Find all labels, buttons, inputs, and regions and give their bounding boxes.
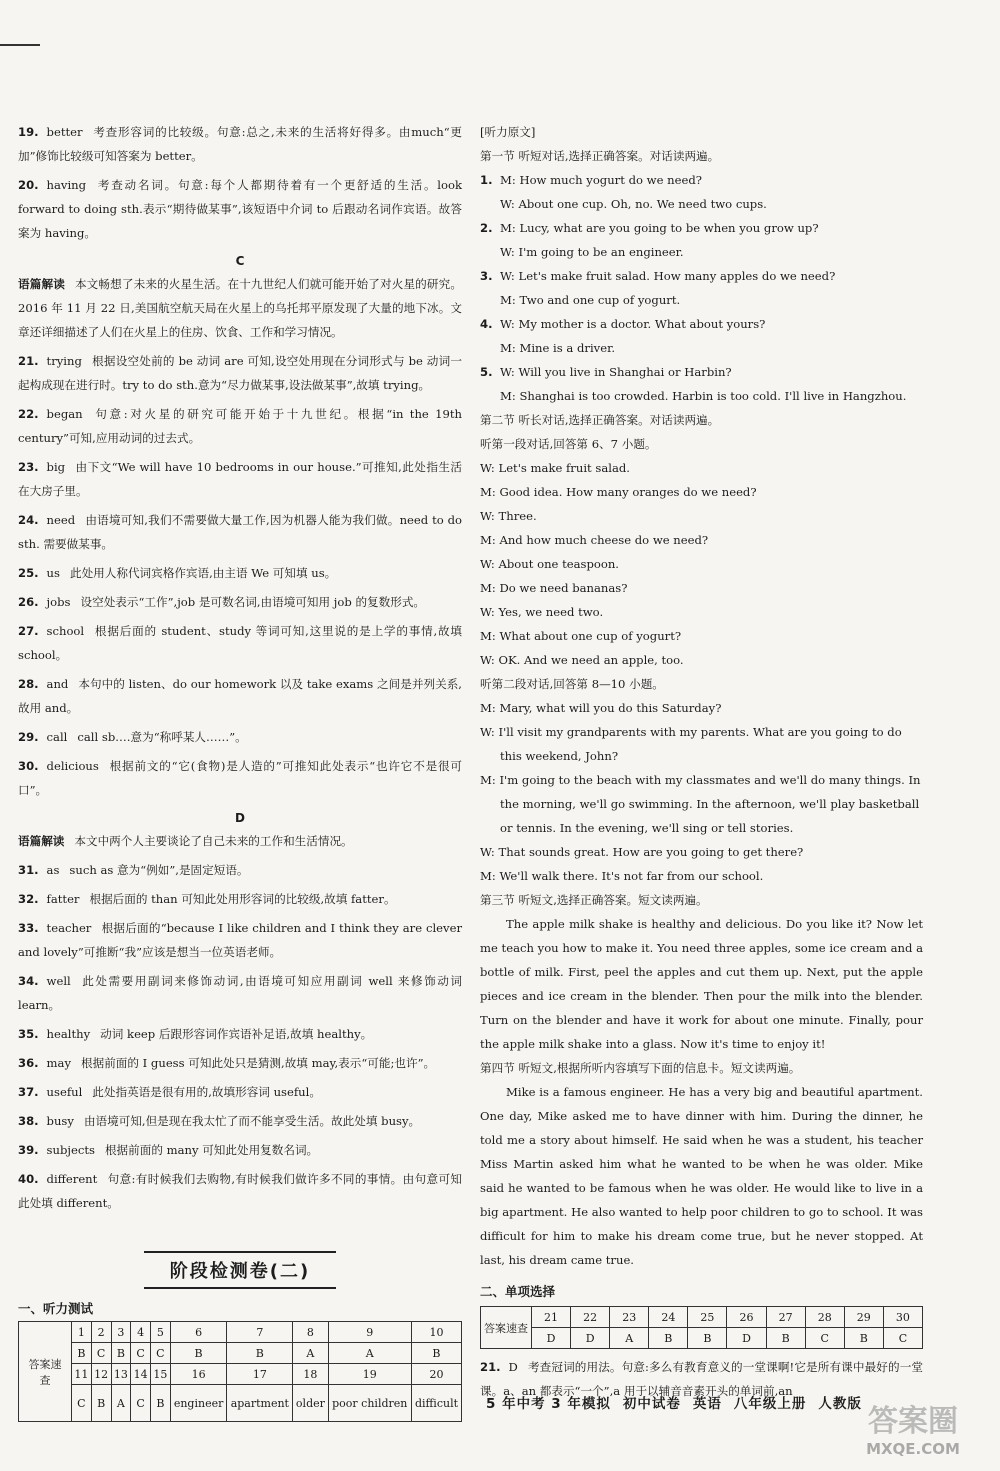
dialogue-text: M: How much yogurt do we need? <box>500 173 702 187</box>
section2-title: 第二节 听长对话,选择正确答案。对话读两遍。 <box>480 413 720 427</box>
table-cell: 17 <box>227 1364 293 1385</box>
dialogue-text: M: Mine is a driver. <box>500 341 616 355</box>
table-cell: 13 <box>111 1364 131 1385</box>
dialogue-text: W: Will you live in Shanghai or Harbin? <box>500 365 732 379</box>
answer-explanation: 根据后面的 than 可知此处用形容词的比较级,故填 fatter。 <box>89 892 396 906</box>
table-cell: A <box>293 1343 328 1364</box>
dialogue-line <box>480 288 923 312</box>
answer-number: 28. <box>18 677 39 691</box>
stage-test-heading <box>18 1251 462 1289</box>
dialogue-line: M: We'll walk there. It's not far from our school. <box>480 869 764 883</box>
answer-number: 26. <box>18 595 39 609</box>
table-cell: 6 <box>170 1322 227 1343</box>
table-cell: 7 <box>227 1322 293 1343</box>
dialogue-line <box>480 336 923 360</box>
dialogue-text: M: Lucy, what are you going to be when you grow up? <box>500 221 819 235</box>
answer-number: 27. <box>18 624 39 638</box>
table-cell: 19 <box>328 1364 411 1385</box>
answer-number: 33. <box>18 921 39 935</box>
answer-word: trying <box>46 354 82 368</box>
table-cell: D <box>727 1328 766 1349</box>
answer-word: big <box>46 460 66 474</box>
dialogue-line: M: I'm going to the beach with my classmates and we'll do many things. In the morning, we'll go swimming. In the afternoon, we'll play basketball or tennis. In the evening, we'll sing or tell stories. <box>480 773 921 835</box>
passage-d-summary: 语篇解读 本文中两个人主要谈论了自己未来的工作和生活情况。 <box>18 834 353 848</box>
table-cell: B <box>411 1343 461 1364</box>
dialogue-line <box>480 264 923 288</box>
table-cell: 23 <box>610 1307 649 1328</box>
dialogue-text: M: Two and one cup of yogurt. <box>500 293 681 307</box>
table-cell: 5 <box>151 1322 171 1343</box>
passage-c-summary: 语篇解读 本文畅想了未来的火星生活。在十九世纪人们就可能开始了对火星的研究。2016 年 11 月 22 日,美国航空航天局在火星上的乌托邦平原发现了大量的地下冰。文章还详细描述了人们在火星上的住房、饮食、工作和学习情况。 <box>18 277 462 339</box>
section-c-title: C <box>235 254 245 268</box>
answer-explanation: such as 意为“例如”,是固定短语。 <box>69 863 249 877</box>
table-cell: 20 <box>411 1364 461 1385</box>
footer-item: 初中试卷 <box>622 1396 681 1412</box>
table-cell: 24 <box>649 1307 688 1328</box>
answer-explanation: 考查动名词。句意:每个人都期待着有一个更舒适的生活。look forward to doing sth.表示“期待做某事”,该短语中介词 to 后跟动名词作宾语。故答案为 having。 <box>18 178 462 240</box>
answer-item <box>18 858 462 882</box>
answer-explanation: call sb.…意为“称呼某人……”。 <box>77 730 247 744</box>
dialogue-text: M: Shanghai is too crowded. Harbin is too cold. I'll live in Hangzhou. <box>500 389 907 403</box>
answer-word: as <box>46 863 60 877</box>
answer-number: 40. <box>18 1172 39 1186</box>
table-cell: C <box>151 1343 171 1364</box>
table-cell: A <box>111 1385 131 1422</box>
dialogue-number: 3. <box>480 269 493 283</box>
table-cell: B <box>766 1328 805 1349</box>
answer-explanation: 根据前面的 I guess 可知此处只是猜测,故填 may,表示“可能;也许”。 <box>81 1056 436 1070</box>
answers-c <box>18 349 462 802</box>
table-cell: 3 <box>111 1322 131 1343</box>
footer-item: 英语 <box>692 1396 722 1412</box>
table-cell: 14 <box>131 1364 151 1385</box>
answer-number: 38. <box>18 1114 39 1128</box>
answer-word: delicious <box>46 759 99 773</box>
dialogue-line <box>480 168 923 192</box>
answer-number: 36. <box>18 1056 39 1070</box>
answer-word: healthy <box>46 1027 91 1041</box>
table-cell: 26 <box>727 1307 766 1328</box>
answer-number: 19. <box>18 125 39 139</box>
part1-title: 一、听力测试 <box>18 1301 94 1316</box>
answer-word: teacher <box>46 921 92 935</box>
dialogue-line: W: About one teaspoon. <box>480 557 619 571</box>
dialogue-line <box>480 240 923 264</box>
answer-item <box>18 349 462 397</box>
answer-number: 39. <box>18 1143 39 1157</box>
section4-passage: Mike is a famous engineer. He has a very big and beautiful apartment. One day, Mike asked me to have dinner with him. During the dinner, he told me a story about himself. He said when he was a student, his teacher Miss Martin asked him what he wanted to be when he was older. Mike said he wanted to be famous when he was older. He would like to live in a big apartment. He also wanted to help poor children to go to school. It was difficult for him to make his dream come true, but he never stopped. At last, his dream came true. <box>480 1085 923 1267</box>
dialogue-line: W: OK. And we need an apple, too. <box>480 653 684 667</box>
table-cell: B <box>111 1343 131 1364</box>
answer-item <box>18 887 462 911</box>
answers-b-end <box>18 120 462 245</box>
answer-word: useful <box>46 1085 83 1099</box>
table-cell: C <box>131 1343 151 1364</box>
table-cell: A <box>328 1343 411 1364</box>
table-cell: B <box>844 1328 883 1349</box>
dialogue-line <box>480 192 923 216</box>
table-cell: 21 <box>532 1307 571 1328</box>
table-label: 答案速查 <box>481 1307 532 1349</box>
section2-dialogue1 <box>480 456 923 672</box>
answer-item <box>18 725 462 749</box>
answer-explanation: 此处需要用副词来修饰动词,由语境可知应用副词 well 来修饰动词 learn。 <box>18 974 462 1012</box>
answer-explanation: 动词 keep 后跟形容词作宾语补足语,故填 healthy。 <box>100 1027 373 1041</box>
answer-word: better <box>46 125 83 139</box>
answer-word: jobs <box>46 595 71 609</box>
answer-item <box>18 1138 462 1162</box>
answer-number: 37. <box>18 1085 39 1099</box>
top-rule <box>0 44 40 46</box>
table-cell: C <box>131 1385 151 1422</box>
table-cell: 10 <box>411 1322 461 1343</box>
table-cell: B <box>151 1385 171 1422</box>
table-cell: 28 <box>805 1307 844 1328</box>
answer-item <box>18 672 462 720</box>
table-cell: C <box>805 1328 844 1349</box>
table-cell: B <box>91 1385 111 1422</box>
right-column <box>480 120 923 1408</box>
answer-explanation: 句意:对火星的研究可能开始于十九世纪。根据“in the 19th century”可知,应用动词的过去式。 <box>18 407 462 445</box>
answer-item <box>18 1051 462 1075</box>
answer-item <box>18 1022 462 1046</box>
transcript-header: [听力原文] <box>480 125 536 139</box>
answer-word: us <box>46 566 60 580</box>
answer-item <box>18 173 462 245</box>
table-cell: poor children <box>328 1385 411 1422</box>
answer-explanation: 句意:有时候我们去购物,有时候我们做许多不同的事情。由句意可知此处填 different。 <box>18 1172 462 1210</box>
table-cell: A <box>610 1328 649 1349</box>
answer-word: school <box>46 624 85 638</box>
answer-number: 22. <box>18 407 39 421</box>
dialogue-line: W: That sounds great. How are you going to get there? <box>480 845 804 859</box>
table-cell: D <box>532 1328 571 1349</box>
dialogue-line: W: Yes, we need two. <box>480 605 604 619</box>
yupian-label: 语篇解读 <box>18 277 65 291</box>
table-cell: 9 <box>328 1322 411 1343</box>
dialogue-number: 5. <box>480 365 493 379</box>
table-cell: C <box>883 1328 922 1349</box>
answer-number: 20. <box>18 178 39 192</box>
table-cell: B <box>688 1328 727 1349</box>
table-cell: older <box>293 1385 328 1422</box>
section1-dialogues <box>480 168 923 408</box>
answer-explanation: 此处用人称代词宾格作宾语,由主语 We 可知填 us。 <box>69 566 337 580</box>
page-footer <box>486 1392 874 1412</box>
answer-explanation: 由语境可知,但是现在我太忙了而不能享受生活。故此处填 busy。 <box>83 1114 421 1128</box>
answer-item <box>18 916 462 964</box>
watermark-logo: 答案圈 MXQE.COM <box>866 1404 960 1458</box>
dialogue-line: W: I'll visit my grandparents with my parents. What are you going to do this weekend, John? <box>480 725 902 763</box>
answer-number: 35. <box>18 1027 39 1041</box>
dialogue-number: 1. <box>480 173 493 187</box>
answer-item <box>18 1167 462 1215</box>
answer-number: 24. <box>18 513 39 527</box>
answer-word: having <box>46 178 87 192</box>
dialogue-text: W: I'm going to be an engineer. <box>500 245 684 259</box>
table-cell: 16 <box>170 1364 227 1385</box>
section3-passage: The apple milk shake is healthy and delicious. Do you like it? Now let me teach you how to make it. You need three apples, some ice cream and a bottle of milk. First, peel the apples and cut them up. Next, put the apple pieces and ice cream in the blender. Then pour the milk into the blender. Turn on the blender and have it work for about one minute. Finally, pour the apple milk shake into a glass. Now it's time to enjoy it! <box>480 917 923 1051</box>
section4-title: 第四节 听短文,根据所听内容填写下面的信息卡。短文读两遍。 <box>480 1061 801 1075</box>
dialogue-line: M: Mary, what will you do this Saturday? <box>480 701 722 715</box>
answer-number: 29. <box>18 730 39 744</box>
dialogue-text: W: About one cup. Oh, no. We need two cups. <box>500 197 767 211</box>
answer-item <box>18 402 462 450</box>
dialogue-number: 2. <box>480 221 493 235</box>
table-cell: 2 <box>91 1322 111 1343</box>
answer-explanation: 由下文“We will have 10 bedrooms in our house.”可推知,此处指生活在大房子里。 <box>18 460 462 498</box>
table-cell: 27 <box>766 1307 805 1328</box>
table-cell: 4 <box>131 1322 151 1343</box>
answer-word: subjects <box>46 1143 95 1157</box>
table-cell: B <box>72 1343 92 1364</box>
table-cell: 12 <box>91 1364 111 1385</box>
answer-number: 34. <box>18 974 39 988</box>
dialogue-line: M: Do we need bananas? <box>480 581 628 595</box>
table-cell: difficult <box>411 1385 461 1422</box>
answer-explanation: 根据前面的 many 可知此处用复数名词。 <box>104 1143 319 1157</box>
table-cell: 1 <box>72 1322 92 1343</box>
answer-number: 25. <box>18 566 39 580</box>
answer-word: different <box>46 1172 98 1186</box>
table-cell: 15 <box>151 1364 171 1385</box>
answer-item <box>18 120 462 168</box>
table-cell: D <box>571 1328 610 1349</box>
dialogue-line: W: Three. <box>480 509 537 523</box>
section2-dialogue2-title: 听第二段对话,回答第 8—10 小题。 <box>480 677 664 691</box>
answer-item <box>18 619 462 667</box>
answer-item <box>18 590 462 614</box>
table-cell: 22 <box>571 1307 610 1328</box>
answer-item <box>18 754 462 802</box>
section1-title: 第一节 听短对话,选择正确答案。对话读两遍。 <box>480 149 720 163</box>
answer-number: 30. <box>18 759 39 773</box>
table-cell: B <box>227 1343 293 1364</box>
yupian-label: 语篇解读 <box>18 834 65 848</box>
answer-item <box>18 1080 462 1104</box>
table-cell: engineer <box>170 1385 227 1422</box>
table-cell: C <box>91 1343 111 1364</box>
footer-item: 八年级上册 <box>733 1396 807 1412</box>
answer-word: may <box>46 1056 72 1070</box>
answer-explanation: 考查形容词的比较级。句意:总之,未来的生活将好得多。由much“更加”修饰比较级可知答案为 better。 <box>18 125 462 163</box>
answer-word: and <box>46 677 69 691</box>
dialogue-line <box>480 360 923 384</box>
answer-item: 21. D 考查冠词的用法。句意:多么有教育意义的一堂课啊!它是所有课中最好的一堂课。a、an 都表示“一个”,a 用于以辅音音素开头的单词前,an <box>480 1360 923 1398</box>
answer-item <box>18 508 462 556</box>
answer-number: 31. <box>18 863 39 877</box>
dialogue-line <box>480 312 923 336</box>
answer-table-choice <box>480 1306 923 1349</box>
table-cell: B <box>170 1343 227 1364</box>
section2-dialogue2 <box>480 696 923 888</box>
section2-dialogue1-title: 听第一段对话,回答第 6、7 小题。 <box>480 437 657 451</box>
answer-number: 21. <box>18 354 39 368</box>
dialogue-text: W: Let's make fruit salad. How many apples do we need? <box>500 269 836 283</box>
table-cell: C <box>72 1385 92 1422</box>
dialogue-line: M: What about one cup of yogurt? <box>480 629 682 643</box>
section-d-title: D <box>235 811 245 825</box>
answer-table-listening <box>18 1321 462 1422</box>
dialogue-line <box>480 216 923 240</box>
stage-title: 阶段检测卷(二) <box>144 1251 336 1289</box>
table-cell: 29 <box>844 1307 883 1328</box>
table-cell: 30 <box>883 1307 922 1328</box>
table-label: 答案速查 <box>19 1322 72 1422</box>
table-cell: 8 <box>293 1322 328 1343</box>
section3-title: 第三节 听短文,选择正确答案。短文读两遍。 <box>480 893 708 907</box>
answer-explanation: 根据前文的“它(食物)是人造的”可推知此处表示“也许它不是很可口”。 <box>18 759 462 797</box>
dialogue-line: M: Good idea. How many oranges do we need? <box>480 485 757 499</box>
answer-word: began <box>46 407 83 421</box>
part2-title: 二、单项选择 <box>480 1284 556 1299</box>
answer-word: fatter <box>46 892 80 906</box>
table-cell: apartment <box>227 1385 293 1422</box>
answer-word: call <box>46 730 68 744</box>
table-cell: 25 <box>688 1307 727 1328</box>
answer-explanation: 设空处表示“工作”,job 是可数名词,由语境可知用 job 的复数形式。 <box>80 595 426 609</box>
answer-word: need <box>46 513 76 527</box>
table-cell: 18 <box>293 1364 328 1385</box>
answer-word: well <box>46 974 71 988</box>
dialogue-line: W: Let's make fruit salad. <box>480 461 630 475</box>
answer-number: 23. <box>18 460 39 474</box>
answer-number: 32. <box>18 892 39 906</box>
answer-explanation: 根据设空处前的 be 动词 are 可知,设空处用现在分词形式与 be 动词一起构成现在进行时。try to do sth.意为“尽力做某事,设法做某事”,故填 trying。 <box>18 354 462 392</box>
footer-item: 5 年中考 3 年模拟 <box>486 1396 611 1412</box>
answers-d <box>18 858 462 1215</box>
dialogue-line: M: And how much cheese do we need? <box>480 533 709 547</box>
dialogue-text: W: My mother is a doctor. What about yours? <box>500 317 766 331</box>
answer-explanation: 根据后面的“because I like children and I think they are clever and lovely”可推断“我”应该是想当一位英语老师。 <box>18 921 462 959</box>
footer-item: 人教版 <box>818 1396 862 1412</box>
left-column <box>18 120 462 1422</box>
answer-item <box>18 455 462 503</box>
answer-item <box>18 561 462 585</box>
answer-item <box>18 969 462 1017</box>
answer-item <box>18 1109 462 1133</box>
answer-word: busy <box>46 1114 74 1128</box>
answer-explanation: 此处指英语是很有用的,故填形容词 useful。 <box>92 1085 321 1099</box>
table-cell: 11 <box>72 1364 92 1385</box>
dialogue-line <box>480 384 923 408</box>
table-cell: B <box>649 1328 688 1349</box>
answer-explanation: 本句中的 listen、do our homework 以及 take exams 之间是并列关系,故用 and。 <box>18 677 462 715</box>
dialogue-number: 4. <box>480 317 493 331</box>
answer-explanation: 由语境可知,我们不需要做大量工作,因为机器人能为我们做。need to do sth. 需要做某事。 <box>18 513 462 551</box>
answer-explanation: 根据后面的 student、study 等词可知,这里说的是上学的事情,故填 school。 <box>18 624 462 662</box>
